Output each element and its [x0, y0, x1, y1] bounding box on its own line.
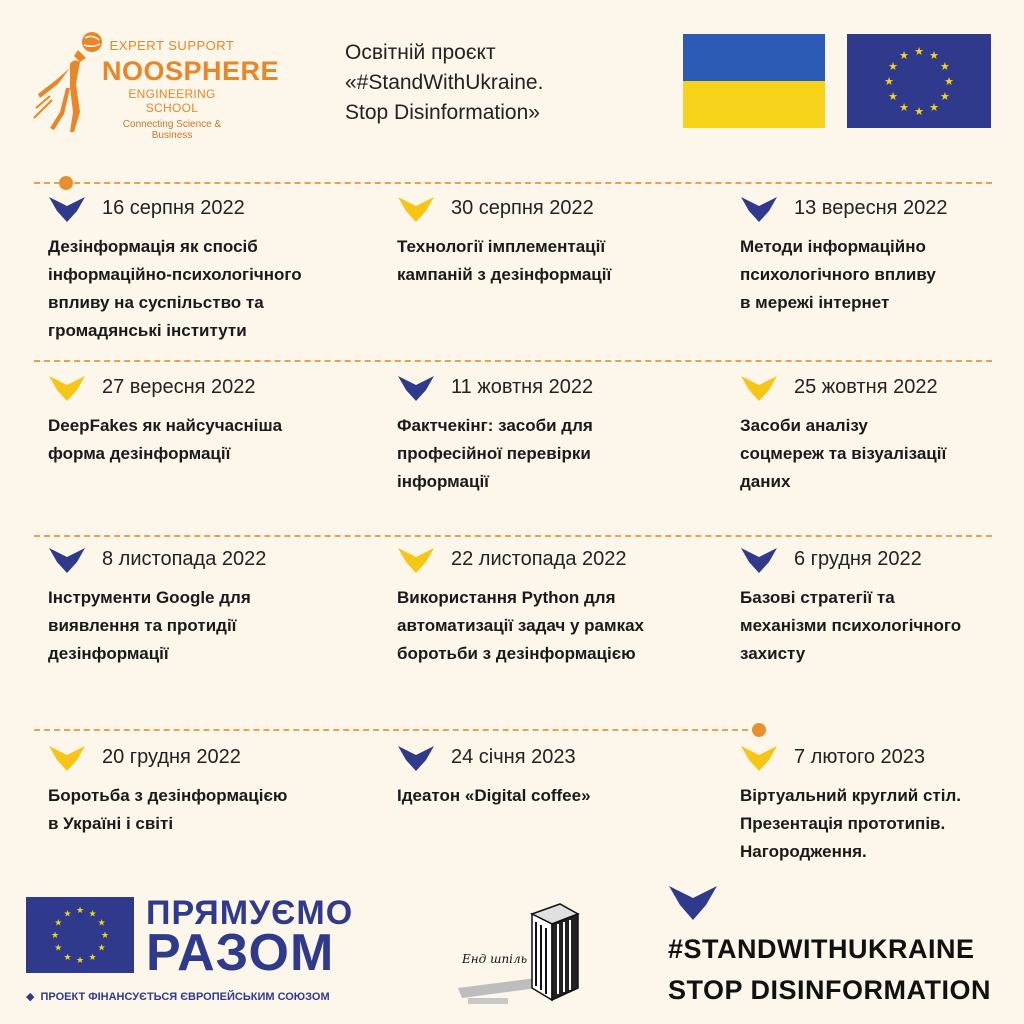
yellow-star-icon [397, 544, 435, 574]
event-topic-line: Інструменти Google для [48, 588, 251, 607]
navy-star-icon [397, 742, 435, 772]
eu-star-icon: ★ [63, 952, 72, 963]
event-topic [48, 584, 348, 668]
eu-star-icon: ★ [75, 906, 85, 917]
timeline-divider-1 [34, 182, 992, 184]
logo-noosphere: NOOSPHERE [102, 56, 280, 86]
eu-star-icon: ★ [63, 909, 72, 920]
event-topic [48, 782, 348, 838]
eu-star-icon: ★ [940, 59, 950, 73]
slogan-pryamuemo: ПРЯМУЄМО [146, 894, 354, 932]
event-topic-line: Презентація прототипів. [740, 814, 946, 833]
event-date: 24 січня 2023 [451, 746, 576, 768]
eu-flag [847, 34, 991, 128]
event-topic-line: Віртуальний круглий стіл. [740, 786, 961, 805]
event-topic-line: впливу на суспільство та [48, 293, 264, 312]
event-topic [740, 782, 1010, 866]
eu-star-icon: ★ [50, 931, 60, 942]
yellow-star-icon [740, 372, 778, 402]
event-topic-line: автоматизації задач у рамках [397, 616, 644, 635]
navy-star-icon [48, 544, 86, 574]
eu-funding-caption [26, 990, 330, 1003]
event-date: 6 грудня 2022 [794, 548, 922, 570]
event-item [740, 544, 1010, 668]
timeline-end-dot [752, 723, 766, 737]
yellow-star-icon [397, 193, 435, 223]
project-title-line1: Освітній проєкт [345, 41, 496, 64]
hashtag-standwithukraine: #STANDWITHUKRAINE [668, 934, 975, 964]
navy-star-icon [740, 544, 778, 574]
event-topic-line: психологічного впливу [740, 265, 936, 284]
logo-engineering-school: ENGINEERING SCHOOL [128, 87, 216, 115]
eu-star-icon: ★ [884, 74, 894, 88]
eu-star-icon: ★ [899, 100, 909, 114]
eu-star-icon: ★ [899, 48, 909, 62]
event-item [740, 372, 1010, 496]
event-topic-line: Боротьба з дезінформацією [48, 786, 288, 805]
event-topic-line: боротьби з дезінформацією [397, 644, 636, 663]
project-title-line3: Stop Disinformation» [345, 101, 540, 124]
navy-star-icon [48, 193, 86, 223]
logo-expert-support: EXPERT SUPPORT [109, 38, 235, 53]
event-topic-line: громадянські інститути [48, 321, 247, 340]
yellow-star-icon [740, 742, 778, 772]
event-date: 16 серпня 2022 [102, 197, 245, 219]
eu-star-icon: ★ [929, 100, 939, 114]
event-item [397, 742, 697, 810]
timeline-divider-2 [34, 360, 992, 362]
event-topic-line: Дезінформація як спосіб [48, 237, 258, 256]
yellow-star-icon [48, 742, 86, 772]
event-topic-line: Методи інформаційно [740, 237, 926, 256]
event-topic-line: Засоби аналізу [740, 416, 868, 435]
event-topic-line: даних [740, 472, 791, 491]
eu-star-icon: ★ [100, 931, 110, 942]
event-item [397, 372, 697, 496]
event-topic [740, 412, 1010, 496]
eu-star-icon: ★ [54, 918, 63, 929]
event-topic-line: Використання Python для [397, 588, 616, 607]
event-topic-line: в Україні і світі [48, 814, 174, 833]
event-topic-line: Нагородження. [740, 842, 867, 861]
event-topic-line: DeepFakes як найсучасніша [48, 416, 283, 435]
event-topic [397, 233, 697, 289]
event-date: 13 вересня 2022 [794, 197, 948, 219]
eu-star-icon: ★ [97, 943, 106, 954]
eu-funding-caption-text: ПРОЕКТ ФІНАНСУЄТЬСЯ ЄВРОПЕЙСЬКИМ СОЮЗОМ [40, 991, 330, 1003]
event-topic [48, 233, 348, 345]
event-date: 20 грудня 2022 [102, 746, 241, 768]
event-date: 11 жовтня 2022 [451, 376, 594, 398]
event-topic [48, 412, 348, 468]
logo-tagline: Connecting Science & Business [122, 119, 222, 141]
event-date: 8 листопада 2022 [102, 548, 267, 570]
eu-star-icon: ★ [97, 918, 106, 929]
timeline-start-dot [59, 176, 73, 190]
event-item [740, 742, 1010, 866]
event-topic [740, 233, 1010, 317]
event-topic-line: соцмереж та візуалізації [740, 444, 947, 463]
eu-flag-small [26, 897, 134, 973]
eu-star-icon: ★ [914, 104, 924, 118]
event-topic [740, 584, 1010, 668]
event-item [397, 544, 697, 668]
event-topic [397, 412, 697, 496]
timeline-divider-4 [34, 729, 758, 731]
event-topic-line: Фактчекінг: засоби для [397, 416, 593, 435]
eu-star-icon: ★ [88, 909, 97, 920]
navy-star-icon [740, 193, 778, 223]
event-topic-line: Технології імплементації [397, 237, 606, 256]
event-date: 22 листопада 2022 [451, 548, 627, 570]
event-topic-line: інформаційно-психологічного [48, 265, 302, 284]
project-title-line2: «#StandWithUkraine. [345, 71, 544, 94]
event-topic-line: механізми психологічного [740, 616, 962, 635]
eu-star-icon: ★ [888, 89, 898, 103]
noosphere-logo-text [102, 38, 280, 141]
eu-star-icon: ★ [54, 943, 63, 954]
eu-star-icon: ★ [940, 89, 950, 103]
event-item [48, 193, 348, 345]
eu-star-icon: ★ [75, 956, 85, 967]
event-date: 30 серпня 2022 [451, 197, 594, 219]
event-topic-line: Базові стратегії та [740, 588, 895, 607]
event-item [740, 193, 1010, 317]
timeline-divider-3 [34, 535, 992, 537]
event-topic-line: Ідеатон «Digital coffee» [397, 786, 591, 805]
navy-star-icon [397, 372, 435, 402]
eu-star-icon: ★ [944, 74, 954, 88]
event-topic-line: форма дезінформації [48, 444, 231, 463]
event-topic-line: виявлення та протидії [48, 616, 237, 635]
event-item [48, 544, 348, 668]
event-item [397, 193, 697, 289]
event-date: 25 жовтня 2022 [794, 376, 938, 398]
eu-star-icon: ★ [929, 48, 939, 62]
ukraine-flag [683, 34, 825, 128]
event-item [48, 372, 348, 468]
event-topic-line: кампаній з дезінформації [397, 265, 612, 284]
event-item [48, 742, 348, 838]
eu-star-icon: ★ [88, 952, 97, 963]
eu-star-icon: ★ [914, 44, 924, 58]
event-topic-line: в мережі інтернет [740, 293, 890, 312]
yellow-star-icon [48, 372, 86, 402]
eu-star-icon: ★ [888, 59, 898, 73]
slogan-razom: РАЗОМ [146, 924, 335, 982]
event-date: 27 вересня 2022 [102, 376, 256, 398]
building-logo-label: Енд шпіль [462, 952, 528, 966]
navy-star-icon [668, 885, 718, 921]
event-topic [397, 782, 697, 810]
event-topic-line: дезінформації [48, 644, 169, 663]
event-topic-line: інформації [397, 472, 489, 491]
project-title [345, 38, 625, 128]
event-topic [397, 584, 697, 668]
hashtag-stop-disinformation: STOP DISINFORMATION [668, 975, 992, 1005]
arrow-left-icon: ◆ [26, 991, 35, 1003]
event-topic-line: захисту [740, 644, 806, 663]
event-topic-line: професійної перевірки [397, 444, 591, 463]
event-date: 7 лютого 2023 [794, 746, 925, 768]
